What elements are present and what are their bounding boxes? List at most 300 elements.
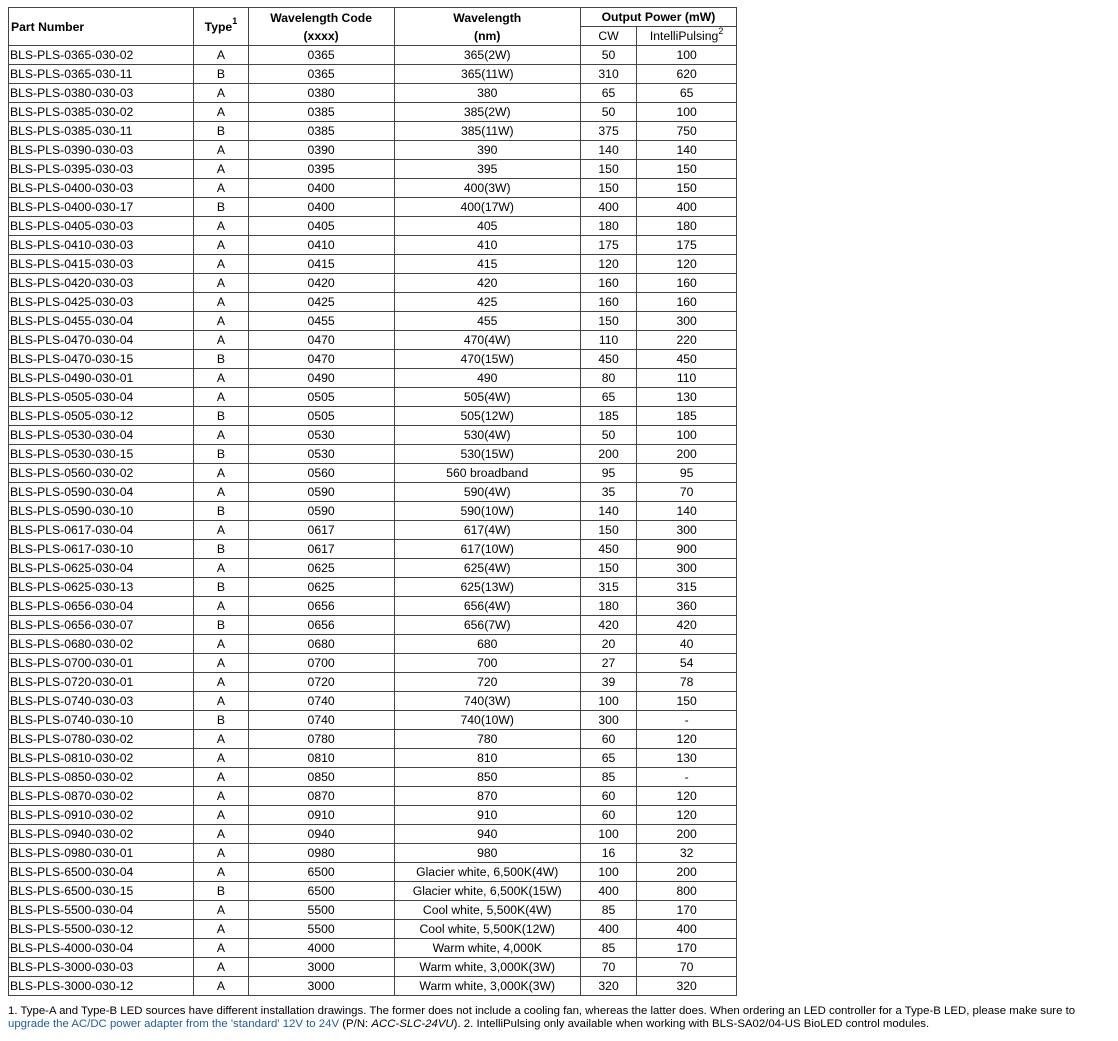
cell-wavelength-code: 0680 — [248, 635, 394, 654]
table-row — [9, 426, 737, 445]
cell-wavelength-code: 0617 — [248, 540, 394, 559]
table-row — [9, 350, 737, 369]
cell-type: A — [194, 388, 248, 407]
cell-wavelength-code: 0590 — [248, 483, 394, 502]
cell-cw: 60 — [580, 787, 636, 806]
cell-cw: 450 — [580, 350, 636, 369]
cell-part-number: BLS-PLS-0385-030-11 — [9, 122, 194, 141]
cell-part-number: BLS-PLS-0656-030-07 — [9, 616, 194, 635]
cell-type: B — [194, 882, 248, 901]
cell-part-number: BLS-PLS-0850-030-02 — [9, 768, 194, 787]
cell-part-number: BLS-PLS-0625-030-13 — [9, 578, 194, 597]
cell-wavelength-code: 0617 — [248, 521, 394, 540]
cell-intellipulsing: 95 — [637, 464, 737, 483]
cell-wavelength: Glacier white, 6,500K(15W) — [394, 882, 580, 901]
cell-wavelength-code: 0400 — [248, 179, 394, 198]
cell-type: A — [194, 84, 248, 103]
cell-wavelength-code: 0810 — [248, 749, 394, 768]
cell-wavelength: 617(10W) — [394, 540, 580, 559]
cell-cw: 400 — [580, 198, 636, 217]
cell-cw: 400 — [580, 920, 636, 939]
cell-type: A — [194, 787, 248, 806]
header-intellipulsing: IntelliPulsing$^2$ — [637, 27, 737, 46]
table-row — [9, 787, 737, 806]
cell-type: B — [194, 65, 248, 84]
table-row — [9, 730, 737, 749]
cell-type: B — [194, 445, 248, 464]
cell-part-number: BLS-PLS-3000-030-12 — [9, 977, 194, 996]
cell-part-number: BLS-PLS-6500-030-15 — [9, 882, 194, 901]
cell-intellipulsing: 220 — [637, 331, 737, 350]
cell-part-number: BLS-PLS-0415-030-03 — [9, 255, 194, 274]
cell-part-number: BLS-PLS-0910-030-02 — [9, 806, 194, 825]
cell-wavelength-code: 0470 — [248, 331, 394, 350]
cell-intellipulsing: 900 — [637, 540, 737, 559]
cell-wavelength: 405 — [394, 217, 580, 236]
cell-part-number: BLS-PLS-0870-030-02 — [9, 787, 194, 806]
cell-part-number: BLS-PLS-0617-030-10 — [9, 540, 194, 559]
cell-part-number: BLS-PLS-0400-030-17 — [9, 198, 194, 217]
cell-type: A — [194, 654, 248, 673]
table-row — [9, 388, 737, 407]
cell-wavelength: 740(10W) — [394, 711, 580, 730]
table-row — [9, 84, 737, 103]
cell-part-number: BLS-PLS-0980-030-01 — [9, 844, 194, 863]
table-row — [9, 236, 737, 255]
cell-type: A — [194, 692, 248, 711]
cell-cw: 160 — [580, 293, 636, 312]
cell-type: A — [194, 426, 248, 445]
cell-intellipulsing: 315 — [637, 578, 737, 597]
cell-wavelength: Cool white, 5,500K(12W) — [394, 920, 580, 939]
cell-intellipulsing: 450 — [637, 350, 737, 369]
cell-type: A — [194, 331, 248, 350]
table-body — [9, 46, 737, 996]
cell-intellipulsing: 150 — [637, 179, 737, 198]
cell-part-number: BLS-PLS-0455-030-04 — [9, 312, 194, 331]
table-row — [9, 939, 737, 958]
cell-part-number: BLS-PLS-0365-030-02 — [9, 46, 194, 65]
cell-intellipulsing: 100 — [637, 103, 737, 122]
table-row — [9, 578, 737, 597]
table-row — [9, 768, 737, 787]
cell-type: B — [194, 540, 248, 559]
cell-part-number: BLS-PLS-0656-030-04 — [9, 597, 194, 616]
cell-type: A — [194, 464, 248, 483]
cell-part-number: BLS-PLS-0590-030-10 — [9, 502, 194, 521]
cell-wavelength: 470(4W) — [394, 331, 580, 350]
cell-wavelength-code: 0380 — [248, 84, 394, 103]
cell-type: A — [194, 141, 248, 160]
cell-wavelength-code: 3000 — [248, 977, 394, 996]
table-row — [9, 483, 737, 502]
cell-part-number: BLS-PLS-0410-030-03 — [9, 236, 194, 255]
cell-part-number: BLS-PLS-0390-030-03 — [9, 141, 194, 160]
cell-wavelength: 590(10W) — [394, 502, 580, 521]
cell-cw: 150 — [580, 160, 636, 179]
cell-wavelength: 625(4W) — [394, 559, 580, 578]
cell-wavelength-code: 0385 — [248, 122, 394, 141]
cell-wavelength: 740(3W) — [394, 692, 580, 711]
cell-cw: 185 — [580, 407, 636, 426]
cell-cw: 315 — [580, 578, 636, 597]
table-row — [9, 502, 737, 521]
cell-intellipulsing: 110 — [637, 369, 737, 388]
cell-wavelength: 365(2W) — [394, 46, 580, 65]
cell-type: A — [194, 312, 248, 331]
cell-part-number: BLS-PLS-0490-030-01 — [9, 369, 194, 388]
table-row — [9, 540, 737, 559]
cell-wavelength-code: 0870 — [248, 787, 394, 806]
cell-wavelength-code: 0590 — [248, 502, 394, 521]
cell-intellipulsing: 300 — [637, 312, 737, 331]
cell-part-number: BLS-PLS-4000-030-04 — [9, 939, 194, 958]
cell-wavelength: 490 — [394, 369, 580, 388]
cell-intellipulsing: 78 — [637, 673, 737, 692]
cell-part-number: BLS-PLS-0590-030-04 — [9, 483, 194, 502]
cell-wavelength: 656(4W) — [394, 597, 580, 616]
cell-type: A — [194, 806, 248, 825]
cell-type: B — [194, 198, 248, 217]
cell-cw: 70 — [580, 958, 636, 977]
cell-wavelength: 505(12W) — [394, 407, 580, 426]
led-sources-table — [8, 7, 737, 996]
header-wavelength: Wavelength (nm) — [394, 8, 580, 46]
cell-cw: 65 — [580, 749, 636, 768]
table-row — [9, 179, 737, 198]
header-cw: CW — [580, 27, 636, 46]
cell-wavelength-code: 0395 — [248, 160, 394, 179]
cell-type: A — [194, 179, 248, 198]
cell-intellipulsing: 150 — [637, 692, 737, 711]
cell-cw: 180 — [580, 217, 636, 236]
cell-cw: 400 — [580, 882, 636, 901]
cell-wavelength-code: 0470 — [248, 350, 394, 369]
cell-cw: 65 — [580, 84, 636, 103]
cell-type: A — [194, 293, 248, 312]
cell-wavelength: 700 — [394, 654, 580, 673]
cell-cw: 20 — [580, 635, 636, 654]
cell-part-number: BLS-PLS-0385-030-02 — [9, 103, 194, 122]
cell-part-number: BLS-PLS-0420-030-03 — [9, 274, 194, 293]
cell-wavelength: 560 broadband — [394, 464, 580, 483]
cell-wavelength-code: 0560 — [248, 464, 394, 483]
table-row — [9, 806, 737, 825]
cell-wavelength-code: 0405 — [248, 217, 394, 236]
cell-type: A — [194, 255, 248, 274]
table-row — [9, 464, 737, 483]
cell-intellipulsing: 120 — [637, 255, 737, 274]
cell-wavelength-code: 0910 — [248, 806, 394, 825]
cell-wavelength: Warm white, 3,000K(3W) — [394, 958, 580, 977]
cell-wavelength: 380 — [394, 84, 580, 103]
cell-wavelength-code: 0530 — [248, 445, 394, 464]
cell-part-number: BLS-PLS-0720-030-01 — [9, 673, 194, 692]
cell-part-number: BLS-PLS-3000-030-03 — [9, 958, 194, 977]
cell-type: B — [194, 616, 248, 635]
cell-cw: 85 — [580, 901, 636, 920]
cell-type: A — [194, 730, 248, 749]
cell-wavelength: 390 — [394, 141, 580, 160]
table-row — [9, 521, 737, 540]
cell-wavelength: 656(7W) — [394, 616, 580, 635]
table-row — [9, 255, 737, 274]
cell-wavelength: 395 — [394, 160, 580, 179]
cell-intellipulsing: 120 — [637, 730, 737, 749]
cell-wavelength: 425 — [394, 293, 580, 312]
cell-wavelength-code: 0780 — [248, 730, 394, 749]
cell-part-number: BLS-PLS-5500-030-04 — [9, 901, 194, 920]
footnote-text-3: ). 2. IntelliPulsing only available when working with BLS-SA02/04-US BioLED control modules. — [453, 1018, 930, 1030]
cell-part-number: BLS-PLS-0395-030-03 — [9, 160, 194, 179]
table-row — [9, 825, 737, 844]
cell-type: A — [194, 920, 248, 939]
cell-intellipulsing: 200 — [637, 445, 737, 464]
cell-wavelength: 385(2W) — [394, 103, 580, 122]
cell-intellipulsing: 200 — [637, 863, 737, 882]
cell-type: A — [194, 768, 248, 787]
table-row — [9, 559, 737, 578]
cell-type: A — [194, 369, 248, 388]
cell-type: A — [194, 844, 248, 863]
cell-wavelength: 385(11W) — [394, 122, 580, 141]
cell-part-number: BLS-PLS-0365-030-11 — [9, 65, 194, 84]
cell-intellipulsing: 65 — [637, 84, 737, 103]
cell-intellipulsing: 150 — [637, 160, 737, 179]
cell-wavelength-code: 0656 — [248, 616, 394, 635]
cell-type: A — [194, 521, 248, 540]
cell-type: A — [194, 673, 248, 692]
cell-intellipulsing: 70 — [637, 958, 737, 977]
header-part-number: Part Number — [9, 8, 194, 46]
cell-wavelength-code: 0980 — [248, 844, 394, 863]
cell-intellipulsing: 300 — [637, 559, 737, 578]
footnote-marker-1: 1 — [232, 16, 238, 27]
cell-cw: 80 — [580, 369, 636, 388]
cell-cw: 200 — [580, 445, 636, 464]
cell-part-number: BLS-PLS-0380-030-03 — [9, 84, 194, 103]
cell-type: B — [194, 502, 248, 521]
table-row — [9, 749, 737, 768]
cell-wavelength: 530(4W) — [394, 426, 580, 445]
cell-type: B — [194, 122, 248, 141]
cell-part-number: BLS-PLS-0560-030-02 — [9, 464, 194, 483]
cell-wavelength: 415 — [394, 255, 580, 274]
cell-wavelength-code: 0940 — [248, 825, 394, 844]
cell-type: A — [194, 597, 248, 616]
cell-wavelength-code: 0385 — [248, 103, 394, 122]
cell-intellipulsing: 100 — [637, 426, 737, 445]
cell-part-number: BLS-PLS-0505-030-04 — [9, 388, 194, 407]
table-row — [9, 977, 737, 996]
cell-intellipulsing: 160 — [637, 274, 737, 293]
cell-wavelength-code: 0425 — [248, 293, 394, 312]
cell-wavelength-code: 0400 — [248, 198, 394, 217]
cell-intellipulsing: 200 — [637, 825, 737, 844]
cell-part-number: BLS-PLS-0617-030-04 — [9, 521, 194, 540]
cell-wavelength-code: 0720 — [248, 673, 394, 692]
cell-cw: 65 — [580, 388, 636, 407]
cell-cw: 27 — [580, 654, 636, 673]
cell-wavelength-code: 0365 — [248, 65, 394, 84]
table-row — [9, 103, 737, 122]
cell-intellipulsing: 140 — [637, 502, 737, 521]
cell-wavelength: Cool white, 5,500K(4W) — [394, 901, 580, 920]
cell-part-number: BLS-PLS-0400-030-03 — [9, 179, 194, 198]
footnote-text-1: 1. Type-A and Type-B LED sources have different installation drawings. The former does not include a cooling fan, whereas the latter does. When ordering an LED controller for a Type-B LED, please make sure to — [8, 1005, 1076, 1017]
cell-cw: 420 — [580, 616, 636, 635]
cell-type: A — [194, 825, 248, 844]
cell-cw: 50 — [580, 46, 636, 65]
cell-cw: 180 — [580, 597, 636, 616]
cell-cw: 85 — [580, 768, 636, 787]
cell-wavelength-code: 0390 — [248, 141, 394, 160]
cell-wavelength: 850 — [394, 768, 580, 787]
table-row — [9, 901, 737, 920]
table-row — [9, 711, 737, 730]
cell-wavelength: 780 — [394, 730, 580, 749]
cell-cw: 50 — [580, 103, 636, 122]
cell-part-number: BLS-PLS-0740-030-10 — [9, 711, 194, 730]
cell-cw: 150 — [580, 312, 636, 331]
cell-cw: 50 — [580, 426, 636, 445]
table-row — [9, 369, 737, 388]
cell-wavelength: 590(4W) — [394, 483, 580, 502]
footnotes — [8, 1005, 1116, 1031]
cell-cw: 320 — [580, 977, 636, 996]
cell-wavelength-code: 0740 — [248, 692, 394, 711]
table-row — [9, 445, 737, 464]
cell-wavelength-code: 0490 — [248, 369, 394, 388]
cell-intellipulsing: 420 — [637, 616, 737, 635]
cell-wavelength: 400(3W) — [394, 179, 580, 198]
header-type: Type$^1$ — [194, 8, 248, 46]
table-row — [9, 882, 737, 901]
cell-intellipulsing: 620 — [637, 65, 737, 84]
cell-part-number: BLS-PLS-0425-030-03 — [9, 293, 194, 312]
cell-part-number: BLS-PLS-5500-030-12 — [9, 920, 194, 939]
cell-wavelength-code: 6500 — [248, 863, 394, 882]
cell-intellipulsing: - — [637, 711, 737, 730]
cell-cw: 300 — [580, 711, 636, 730]
adapter-part-number: ACC-SLC-24VU — [371, 1018, 454, 1030]
cell-cw: 140 — [580, 502, 636, 521]
cell-wavelength: 940 — [394, 825, 580, 844]
table-row — [9, 122, 737, 141]
cell-intellipulsing: 800 — [637, 882, 737, 901]
cell-type: A — [194, 103, 248, 122]
table-row — [9, 635, 737, 654]
cell-intellipulsing: 120 — [637, 806, 737, 825]
table-row — [9, 692, 737, 711]
cell-wavelength: 455 — [394, 312, 580, 331]
cell-intellipulsing: 185 — [637, 407, 737, 426]
cell-part-number: BLS-PLS-0470-030-04 — [9, 331, 194, 350]
cell-wavelength-code: 0625 — [248, 559, 394, 578]
cell-wavelength: 625(13W) — [394, 578, 580, 597]
table-row — [9, 958, 737, 977]
cell-type: B — [194, 407, 248, 426]
cell-intellipulsing: 160 — [637, 293, 737, 312]
cell-wavelength-code: 0656 — [248, 597, 394, 616]
cell-wavelength: 400(17W) — [394, 198, 580, 217]
cell-wavelength: 870 — [394, 787, 580, 806]
cell-wavelength-code: 0530 — [248, 426, 394, 445]
cell-wavelength-code: 0420 — [248, 274, 394, 293]
cell-wavelength: 420 — [394, 274, 580, 293]
cell-cw: 175 — [580, 236, 636, 255]
table-row — [9, 141, 737, 160]
cell-intellipulsing: 32 — [637, 844, 737, 863]
cell-intellipulsing: 130 — [637, 749, 737, 768]
cell-wavelength-code: 0740 — [248, 711, 394, 730]
cell-intellipulsing: 750 — [637, 122, 737, 141]
table-row — [9, 597, 737, 616]
cell-wavelength-code: 4000 — [248, 939, 394, 958]
table-row — [9, 312, 737, 331]
cell-cw: 150 — [580, 559, 636, 578]
header-wavelength-code: Wavelength Code (xxxx) — [248, 8, 394, 46]
cell-cw: 150 — [580, 521, 636, 540]
cell-intellipulsing: 70 — [637, 483, 737, 502]
cell-part-number: BLS-PLS-0680-030-02 — [9, 635, 194, 654]
table-row — [9, 293, 737, 312]
cell-wavelength-code: 0700 — [248, 654, 394, 673]
table-row — [9, 863, 737, 882]
cell-wavelength-code: 0410 — [248, 236, 394, 255]
cell-cw: 140 — [580, 141, 636, 160]
cell-type: A — [194, 217, 248, 236]
cell-wavelength: 410 — [394, 236, 580, 255]
cell-type: B — [194, 350, 248, 369]
cell-wavelength-code: 5500 — [248, 920, 394, 939]
table-row — [9, 217, 737, 236]
cell-wavelength: 910 — [394, 806, 580, 825]
cell-type: B — [194, 711, 248, 730]
cell-part-number: BLS-PLS-0530-030-15 — [9, 445, 194, 464]
cell-wavelength-code: 6500 — [248, 882, 394, 901]
cell-cw: 16 — [580, 844, 636, 863]
cell-wavelength: 720 — [394, 673, 580, 692]
cell-wavelength: 505(4W) — [394, 388, 580, 407]
cell-wavelength-code: 5500 — [248, 901, 394, 920]
cell-wavelength-code: 0415 — [248, 255, 394, 274]
table-row — [9, 46, 737, 65]
cell-intellipulsing: 170 — [637, 939, 737, 958]
cell-wavelength: Warm white, 3,000K(3W) — [394, 977, 580, 996]
cell-type: A — [194, 901, 248, 920]
cell-wavelength-code: 0365 — [248, 46, 394, 65]
cell-part-number: BLS-PLS-0530-030-04 — [9, 426, 194, 445]
power-adapter-upgrade-link[interactable]: upgrade the AC/DC power adapter from the 'standard' 12V to 24V — [8, 1018, 340, 1030]
cell-type: A — [194, 939, 248, 958]
cell-type: A — [194, 274, 248, 293]
footnote-marker-2: 2 — [718, 26, 724, 36]
cell-wavelength-code: 0850 — [248, 768, 394, 787]
cell-part-number: BLS-PLS-0940-030-02 — [9, 825, 194, 844]
cell-part-number: BLS-PLS-0470-030-15 — [9, 350, 194, 369]
cell-part-number: BLS-PLS-6500-030-04 — [9, 863, 194, 882]
cell-wavelength: 365(11W) — [394, 65, 580, 84]
cell-part-number: BLS-PLS-0405-030-03 — [9, 217, 194, 236]
cell-type: A — [194, 160, 248, 179]
cell-part-number: BLS-PLS-0625-030-04 — [9, 559, 194, 578]
cell-cw: 60 — [580, 730, 636, 749]
cell-part-number: BLS-PLS-0740-030-03 — [9, 692, 194, 711]
cell-type: A — [194, 635, 248, 654]
cell-wavelength-code: 0505 — [248, 388, 394, 407]
table-row — [9, 160, 737, 179]
